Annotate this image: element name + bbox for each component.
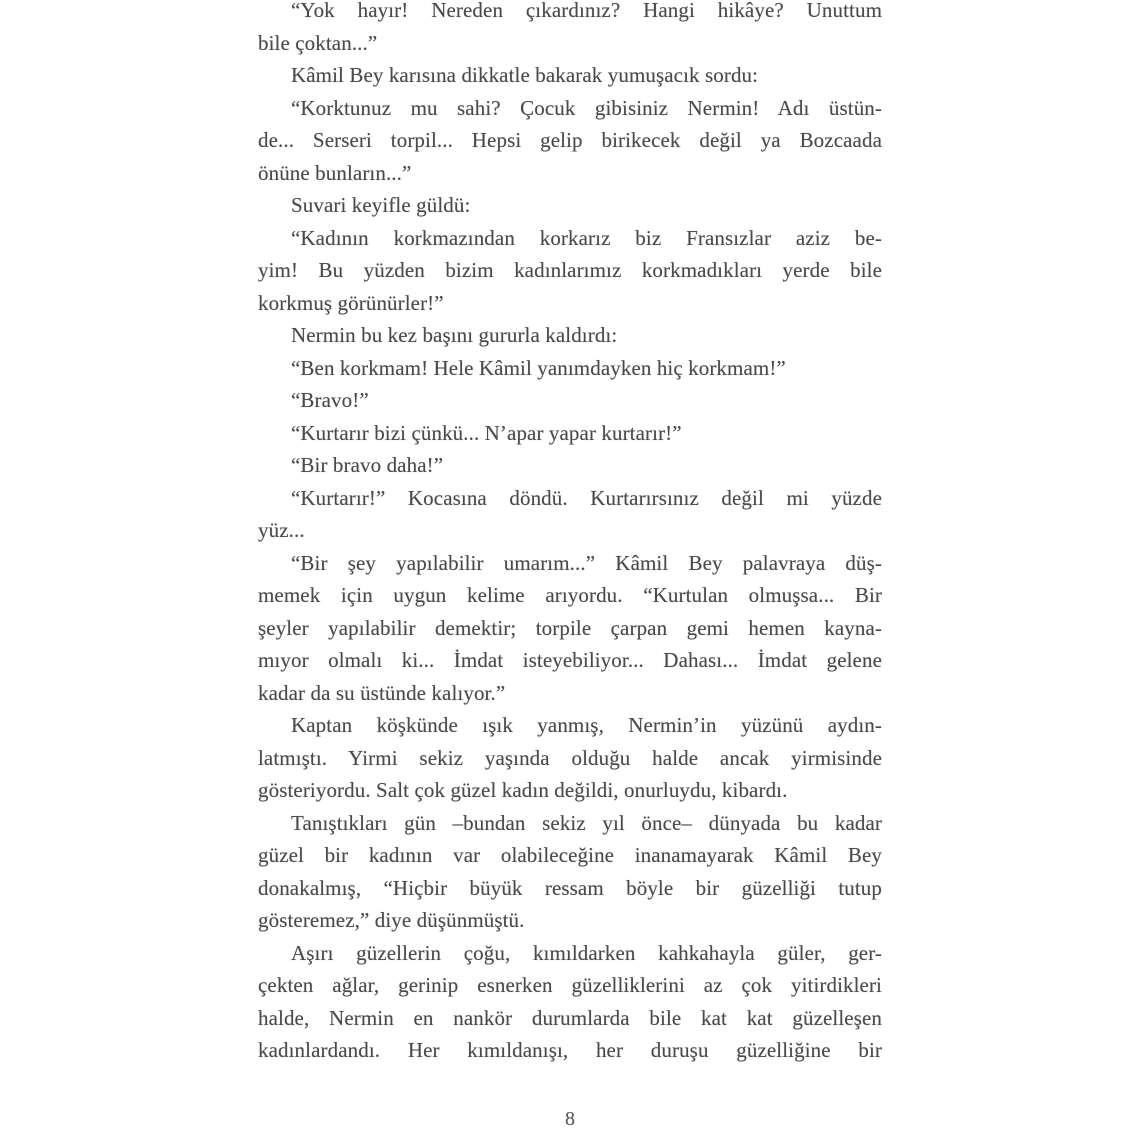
text-line: memek için uygun kelime arıyordu. “Kurtulan olmuşsa... Bir — [258, 583, 882, 607]
text-line: önüne bunların...” — [258, 160, 412, 185]
text-line: gösteremez,” diye düşünmüştü. — [258, 908, 525, 932]
text-line: Kaptan köşkünde ışık yanmış, Nermin’in yüzünü aydın- — [291, 713, 882, 737]
text-line: Tanıştıkları gün –bundan sekiz yıl önce– dünyada bu kadar — [291, 810, 882, 835]
text-line: Nermin bu kez başını gururla kaldırdı: — [291, 323, 618, 347]
text-line: mıyor olmalı ki... İmdat isteyebiliyor... Dahası... İmdat gelene — [258, 648, 882, 672]
text-line: “Ben korkmam! Hele Kâmil yanımdayken hiç korkmam!” — [291, 355, 786, 380]
text-line: halde, Nermin en nankör durumlarda bile kat kat güzelleşen — [258, 1005, 882, 1030]
text-line: gösteriyordu. Salt çok güzel kadın değildi, onurluydu, kibardı. — [258, 778, 788, 802]
text-line: şeyler yapılabilir demektir; torpile çarpan gemi hemen kayna- — [258, 615, 882, 640]
text-line: “Yok hayır! Nereden çıkardınız? Hangi hikâye? Unuttum — [291, 0, 882, 22]
page-text — [258, 0, 882, 1067]
text-line: çekten ağlar, gerinip esnerken güzelliklerini az çok yitirdikleri — [258, 973, 882, 997]
text-line: Kâmil Bey karısına dikkatle bakarak yumuşacık sordu: — [291, 63, 759, 87]
text-line: kadar da su üstünde kalıyor.” — [258, 680, 506, 705]
text-line: “Kurtarır!” Kocasına döndü. Kurtarırsınız değil mi yüzde — [291, 485, 882, 510]
text-line: korkmuş görünürler!” — [258, 290, 444, 315]
text-line: yüz... — [258, 518, 305, 542]
text-line: donakalmış, “Hiçbir büyük ressam böyle bir güzelliği tutup — [258, 875, 882, 900]
text-line: kadınlardandı. Her kımıldanışı, her duruşu güzelliğine bir — [258, 1038, 882, 1062]
text-line: bile çoktan...” — [258, 30, 378, 55]
text-line: “Kadının korkmazından korkarız biz Fransızlar aziz be- — [291, 225, 882, 250]
text-line: güzel bir kadının var olabileceğine inanamayarak Kâmil Bey — [258, 843, 882, 867]
text-line: “Kurtarır bizi çünkü... N’apar yapar kurtarır!” — [291, 420, 682, 445]
text-line: Aşırı güzellerin çoğu, kımıldarken kahkahayla güler, ger- — [291, 940, 882, 965]
text-line: Suvari keyifle güldü: — [291, 193, 471, 217]
text-line: “Bir şey yapılabilir umarım...” Kâmil Bey palavraya düş- — [291, 550, 882, 575]
text-line: “Korktunuz mu sahi? Çocuk gibisiniz Nermin! Adı üstün- — [291, 95, 882, 120]
text-line: yim! Bu yüzden bizim kadınlarımız korkmadıkları yerde bile — [258, 258, 882, 282]
text-line: de... Serseri torpil... Hepsi gelip birikecek değil ya Bozcaada — [258, 128, 882, 152]
text-line: latmıştı. Yirmi sekiz yaşında olduğu halde ancak yirmisinde — [258, 745, 882, 770]
text-line: “Bravo!” — [291, 388, 369, 412]
text-line: “Bir bravo daha!” — [291, 453, 444, 477]
page-number: 8 — [565, 1108, 575, 1130]
